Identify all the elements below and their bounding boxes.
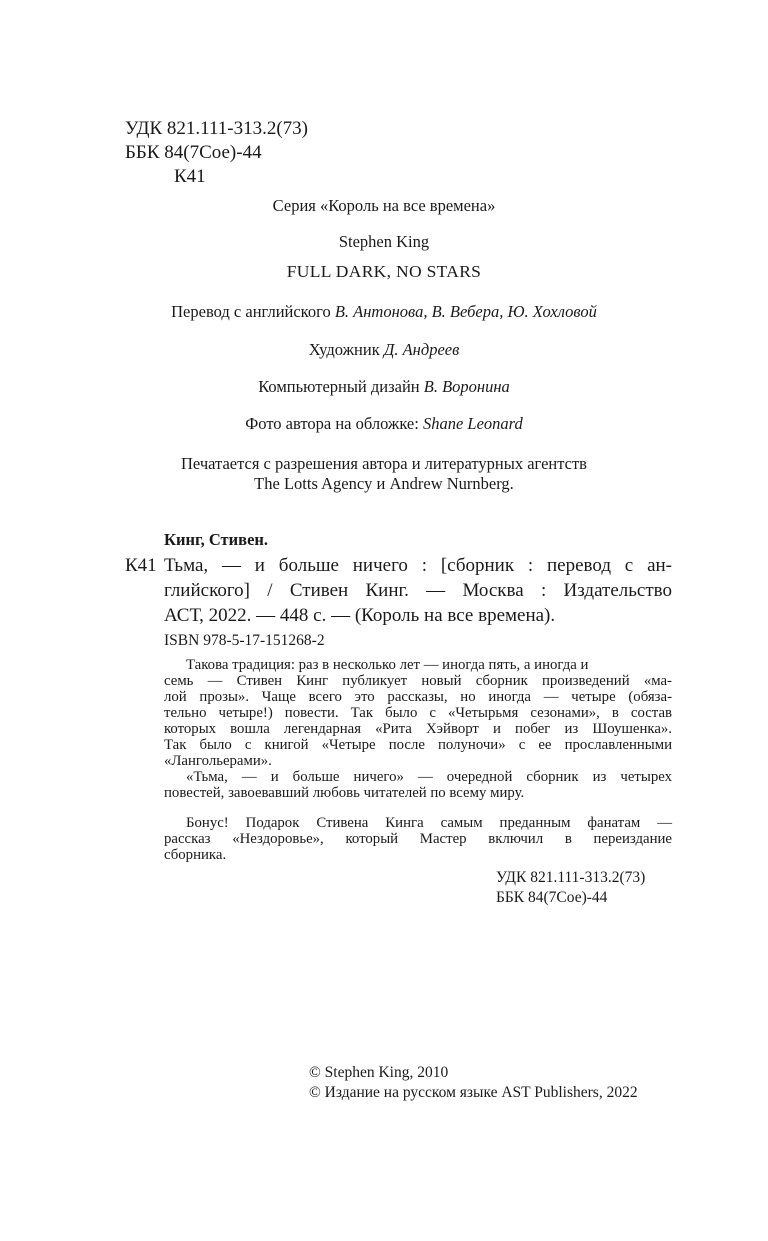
annotation-line: «Тьма, — и больше ничего» — очередной сборник из четырех (186, 769, 672, 785)
photo-label: Фото автора на обложке: (245, 414, 419, 433)
permission-line-1: Печатается с разрешения автора и литературных агентств (181, 454, 587, 473)
catalog-entry-line-1: Тьма, — и больше ничего : [сборник : перевод с ан- (164, 555, 672, 576)
translators: В. Антонова, В. Вебера, Ю. Хохловой (334, 302, 597, 321)
annotation-line: которых вошла легендарная «Рита Хэйворт и побег из Шоушенка». (164, 721, 672, 737)
artist-label: Художник (308, 340, 380, 359)
artist-name: Д. Андреев (383, 340, 460, 359)
annotation-line: повестей, завоевавший любовь читателей по всему миру. (164, 785, 525, 801)
catalog-code: К41 (125, 555, 157, 576)
design-label: Компьютерный дизайн (258, 377, 420, 396)
catalog-entry-line-3: АСТ, 2022. — 448 с. — (Король на все времена). (164, 605, 556, 626)
annotation-line: Такова традиция: раз в несколько лет — иногда пять, а иногда и (186, 657, 589, 673)
bonus-line: Бонус! Подарок Стивена Кинга самым преданным фанатам — (186, 815, 672, 831)
permission-line-2: The Lotts Agency и Andrew Nurnberg. (254, 474, 514, 493)
original-title: FULL DARK, NO STARS (286, 262, 482, 281)
author-code: К41 (174, 166, 206, 187)
photo-credit (0, 414, 768, 433)
catalog-entry-line-2: глийского] / Стивен Кинг. — Москва : Издательство (164, 580, 672, 601)
translation-label: Перевод с английского (171, 302, 331, 321)
photographer-name: Shane Leonard (422, 414, 523, 433)
copyright-line-2: © Издание на русском языке AST Publishers, 2022 (309, 1084, 638, 1101)
designer-name: В. Воронина (423, 377, 510, 396)
original-author: Stephen King (338, 232, 430, 251)
copyright-line-1: © Stephen King, 2010 (309, 1064, 449, 1081)
translation-credit (0, 302, 768, 321)
artist-credit (0, 340, 768, 359)
bonus-line: сборника. (164, 847, 227, 863)
annotation-line: тельно четыре!) повести. Так было с «Четырьмя сезонами», в состав (164, 705, 672, 721)
series-line: Серия «Король на все времена» (272, 196, 496, 215)
annotation-line: «Лангольерами». (164, 753, 272, 769)
annotation-line: семь — Стивен Кинг публикует новый сборник произведений «ма- (164, 673, 672, 689)
catalog-bbk-code: ББК 84(7Сое)-44 (496, 889, 608, 906)
catalog-udk-code: УДК 821.111-313.2(73) (496, 869, 646, 886)
design-credit (0, 377, 768, 396)
catalog-author-heading: Кинг, Стивен. (164, 530, 269, 549)
bbk-code: ББК 84(7Сое)-44 (125, 142, 262, 163)
annotation-line: лой прозы». Чаще всего это рассказы, но иногда — четыре (обяза- (164, 689, 672, 705)
isbn: ISBN 978-5-17-151268-2 (164, 632, 325, 649)
udk-code: УДК 821.111-313.2(73) (125, 118, 308, 139)
bonus-line: рассказ «Нездоровье», который Мастер включил в переиздание (164, 831, 672, 847)
annotation-line: Так было с книгой «Четыре после полуночи» с ее прославленными (164, 737, 672, 753)
